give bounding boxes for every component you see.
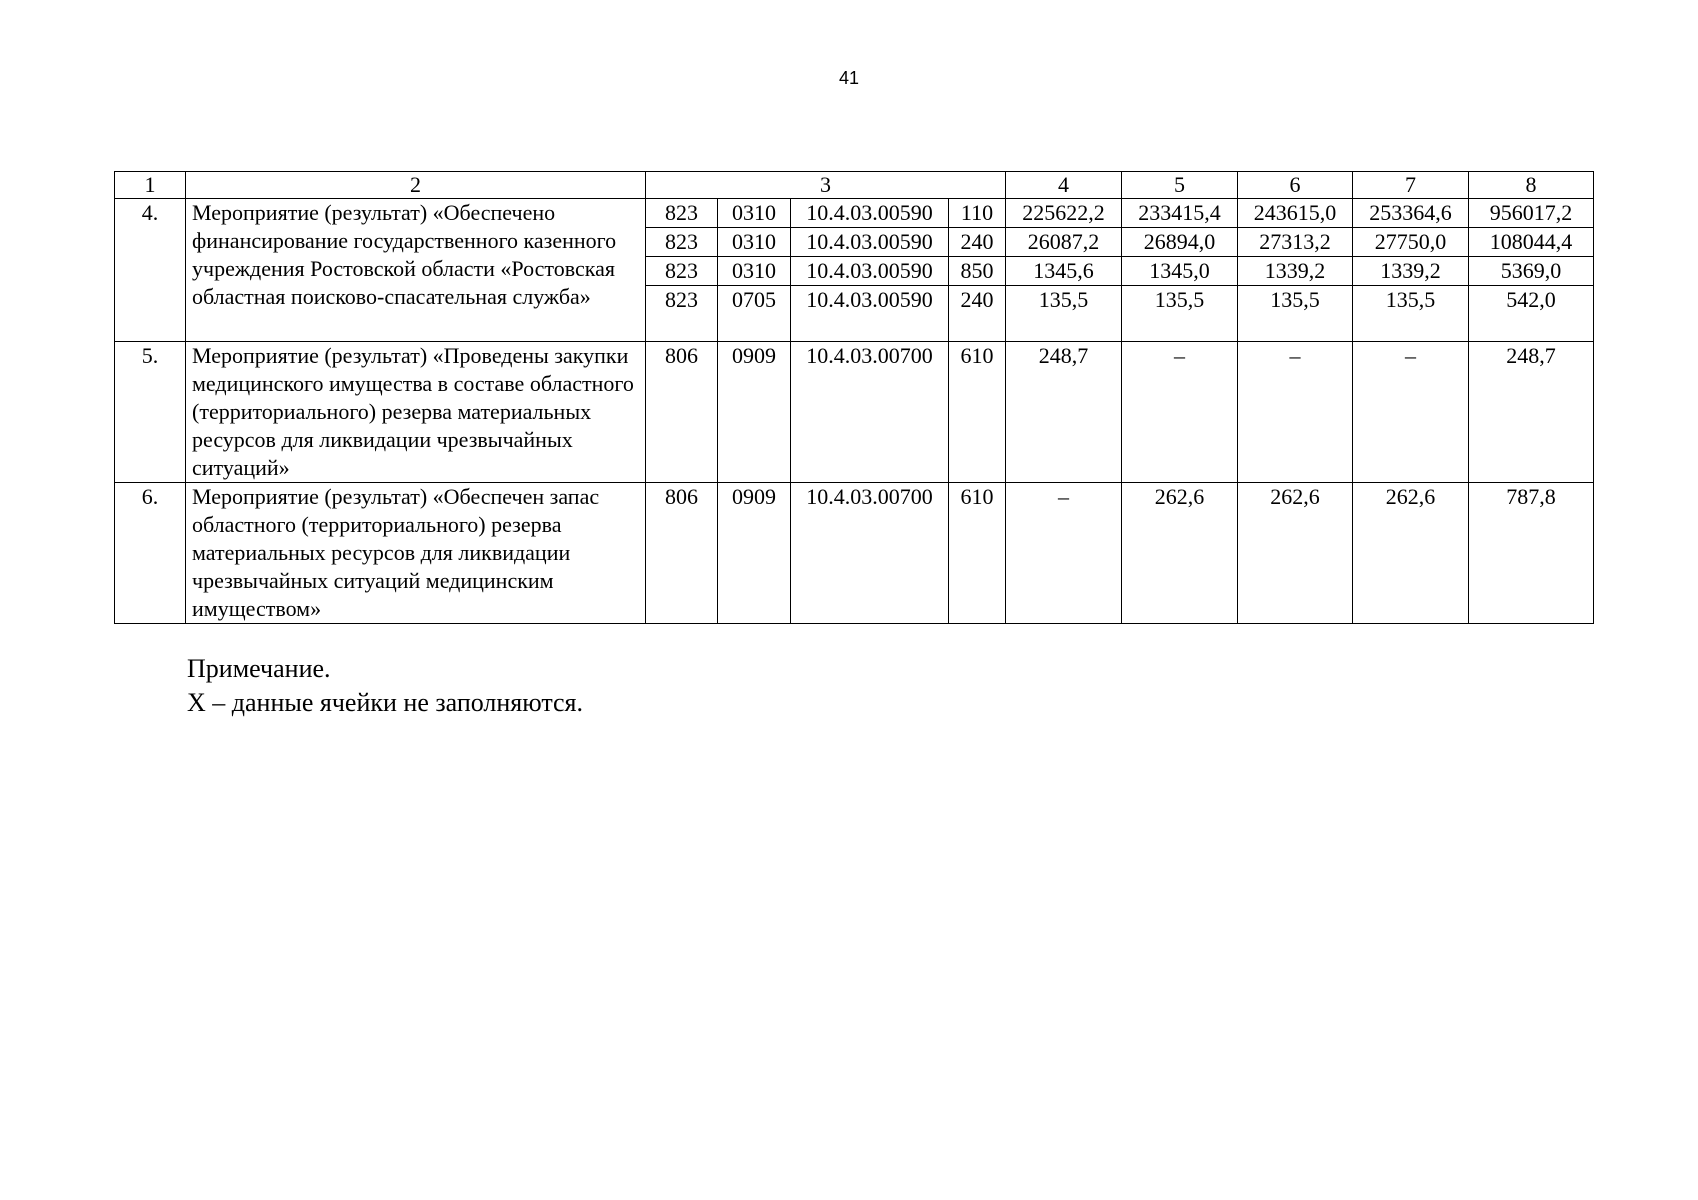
row-description: Мероприятие (результат) «Обеспечен запас областного (территориального) резерва материальных ресурсов для ликвидации чрезвычайных ситуаций медицинским имуществом» [186, 483, 646, 624]
cell-csr: 10.4.03.00700 [791, 483, 949, 624]
cell-c7: 1339,2 [1353, 257, 1469, 286]
page-number: 41 [838, 68, 860, 88]
cell-vr: 110 [949, 199, 1006, 228]
row-description: Мероприятие (результат) «Обеспечено финансирование государственного казенного учреждения Ростовской области «Ростовская областная поисково-спасательная служба» [186, 199, 646, 342]
header-cell: 5 [1122, 172, 1238, 199]
row-number: 6. [115, 483, 186, 624]
cell-grbs: 823 [646, 228, 718, 257]
cell-c8: 787,8 [1469, 483, 1594, 624]
cell-c6: 1339,2 [1238, 257, 1353, 286]
cell-rzpr: 0310 [718, 257, 791, 286]
header-cell: 4 [1006, 172, 1122, 199]
cell-c6: 243615,0 [1238, 199, 1353, 228]
cell-c7: 253364,6 [1353, 199, 1469, 228]
cell-rzpr: 0909 [718, 342, 791, 483]
cell-c4: 26087,2 [1006, 228, 1122, 257]
note-text: Х – данные ячейки не заполняются. [187, 688, 584, 717]
cell-c8: 108044,4 [1469, 228, 1594, 257]
note-title: Примечание. [187, 654, 331, 683]
cell-c6: 27313,2 [1238, 228, 1353, 257]
cell-c7: – [1353, 342, 1469, 483]
cell-vr: 240 [949, 228, 1006, 257]
cell-csr: 10.4.03.00700 [791, 342, 949, 483]
cell-c5: 135,5 [1122, 286, 1238, 342]
table-row [115, 483, 1594, 624]
cell-c8: 956017,2 [1469, 199, 1594, 228]
note [187, 652, 583, 720]
cell-vr: 610 [949, 483, 1006, 624]
cell-c6: 262,6 [1238, 483, 1353, 624]
cell-csr: 10.4.03.00590 [791, 228, 949, 257]
cell-c4: 225622,2 [1006, 199, 1122, 228]
cell-grbs: 806 [646, 342, 718, 483]
cell-c8: 5369,0 [1469, 257, 1594, 286]
cell-c8: 248,7 [1469, 342, 1594, 483]
cell-c6: 135,5 [1238, 286, 1353, 342]
table-header-row [115, 172, 1594, 199]
cell-c8: 542,0 [1469, 286, 1594, 342]
cell-csr: 10.4.03.00590 [791, 199, 949, 228]
cell-rzpr: 0909 [718, 483, 791, 624]
cell-grbs: 823 [646, 257, 718, 286]
cell-c4: 248,7 [1006, 342, 1122, 483]
cell-vr: 850 [949, 257, 1006, 286]
cell-vr: 240 [949, 286, 1006, 342]
cell-grbs: 806 [646, 483, 718, 624]
cell-c5: 26894,0 [1122, 228, 1238, 257]
cell-c4: 1345,6 [1006, 257, 1122, 286]
row-description: Мероприятие (результат) «Проведены закупки медицинского имущества в составе областного (территориального) резерва материальных ресурсов для ликвидации чрезвычайных ситуаций» [186, 342, 646, 483]
cell-c4: – [1006, 483, 1122, 624]
cell-rzpr: 0705 [718, 286, 791, 342]
cell-c7: 135,5 [1353, 286, 1469, 342]
cell-c5: 1345,0 [1122, 257, 1238, 286]
cell-c6: – [1238, 342, 1353, 483]
cell-grbs: 823 [646, 286, 718, 342]
cell-c4: 135,5 [1006, 286, 1122, 342]
cell-c5: 262,6 [1122, 483, 1238, 624]
cell-grbs: 823 [646, 199, 718, 228]
header-cell: 6 [1238, 172, 1353, 199]
row-number: 4. [115, 199, 186, 342]
row-number: 5. [115, 342, 186, 483]
cell-c5: 233415,4 [1122, 199, 1238, 228]
cell-c7: 27750,0 [1353, 228, 1469, 257]
cell-vr: 610 [949, 342, 1006, 483]
header-cell: 8 [1469, 172, 1594, 199]
cell-csr: 10.4.03.00590 [791, 257, 949, 286]
cell-c5: – [1122, 342, 1238, 483]
cell-c7: 262,6 [1353, 483, 1469, 624]
table-row [115, 199, 1594, 228]
cell-rzpr: 0310 [718, 199, 791, 228]
budget-table [114, 171, 1594, 624]
table-row [115, 342, 1594, 483]
header-cell: 1 [115, 172, 186, 199]
header-cell: 2 [186, 172, 646, 199]
header-cell: 7 [1353, 172, 1469, 199]
cell-rzpr: 0310 [718, 228, 791, 257]
header-cell: 3 [646, 172, 1006, 199]
cell-csr: 10.4.03.00590 [791, 286, 949, 342]
